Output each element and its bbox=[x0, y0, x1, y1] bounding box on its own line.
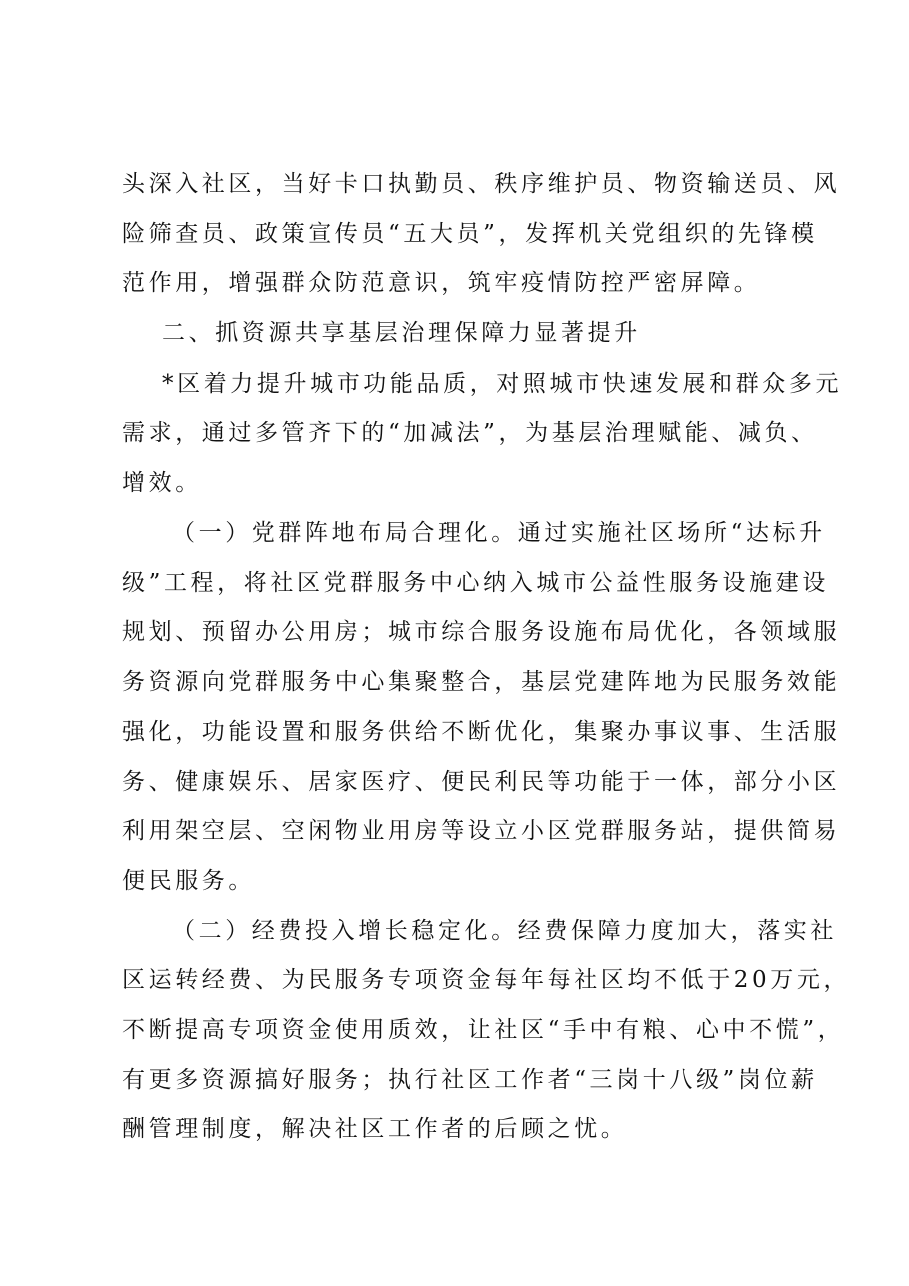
body-text-line: 便民服务。 bbox=[122, 868, 255, 894]
body-text-line: 险筛查员、政策宣传员“五大员”，发挥机关党组织的先锋模 bbox=[122, 221, 818, 247]
body-text-line: 级”工程，将社区党群服务中心纳入城市公益性服务设施建设 bbox=[122, 570, 829, 596]
body-text-line: *区着力提升城市功能品质，对照城市快速发展和群众多元 bbox=[162, 371, 843, 397]
body-text-line: 有更多资源搞好服务；执行社区工作者“三岗十八级”岗位薪 bbox=[122, 1067, 818, 1093]
body-text-line: 增效。 bbox=[122, 470, 202, 496]
body-text-line: 务资源向党群服务中心集聚整合，基层党建阵地为民服务效能 bbox=[122, 669, 841, 695]
body-text-line: 利用架空层、空闲物业用房等设立小区党群服务站，提供简易 bbox=[122, 818, 841, 844]
body-text-line: 务、健康娱乐、居家医疗、便民利民等功能于一体，部分小区 bbox=[122, 769, 841, 795]
body-text-line: 头深入社区，当好卡口执勤员、秩序维护员、物资输送员、风 bbox=[122, 171, 841, 197]
section-heading: 二、抓资源共享基层治理保障力显著提升 bbox=[162, 320, 641, 346]
body-text-line: 酬管理制度，解决社区工作者的后顾之忧。 bbox=[122, 1116, 628, 1142]
subsection-paragraph-start: （一）党群阵地布局合理化。通过实施社区场所“达标升 bbox=[172, 520, 826, 546]
body-text-line: 强化，功能设置和服务供给不断优化，集聚办事议事、生活服 bbox=[122, 719, 841, 745]
body-text-line: 规划、预留办公用房；城市综合服务设施布局优化，各领域服 bbox=[122, 619, 841, 645]
subsection-paragraph-start: （二）经费投入增长稳定化。经费保障力度加大，落实社 bbox=[172, 918, 837, 944]
body-text-line: 区运转经费、为民服务专项资金每年每社区均不低于20万元， bbox=[122, 967, 851, 993]
body-text-line: 不断提高专项资金使用质效，让社区“手中有粮、心中不慌”， bbox=[122, 1017, 845, 1043]
body-text-line: 需求，通过多管齐下的“加减法”，为基层治理赋能、减负、 bbox=[122, 420, 818, 446]
body-text-line: 范作用，增强群众防范意识，筑牢疫情防控严密屏障。 bbox=[122, 270, 761, 296]
